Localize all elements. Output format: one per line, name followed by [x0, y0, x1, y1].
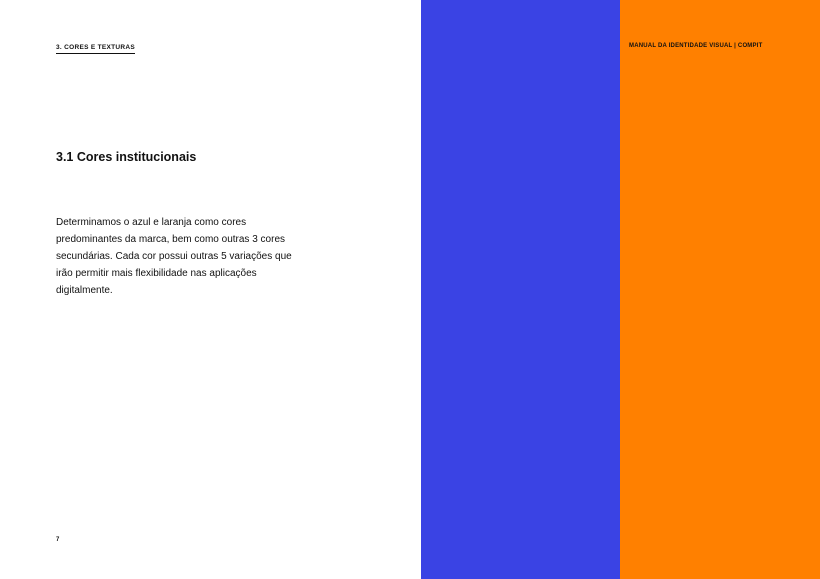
body-paragraph: Determinamos o azul e laranja como cores predominantes da marca, bem como outras 3 cores secundárias. Cada cor possui outras 5 variações que irão permitir mais flexibilidade nas aplicações digitalmente. [56, 217, 292, 296]
manual-header: MANUAL DA IDENTIDADE VISUAL | COMPIT [629, 43, 763, 49]
orange-color-panel [620, 0, 820, 579]
section-heading: 3.1 Cores institucionais [56, 150, 197, 164]
section-label: 3. CORES E TEXTURAS [56, 44, 135, 54]
page-number: 7 [56, 537, 60, 543]
blue-color-panel [421, 0, 620, 579]
